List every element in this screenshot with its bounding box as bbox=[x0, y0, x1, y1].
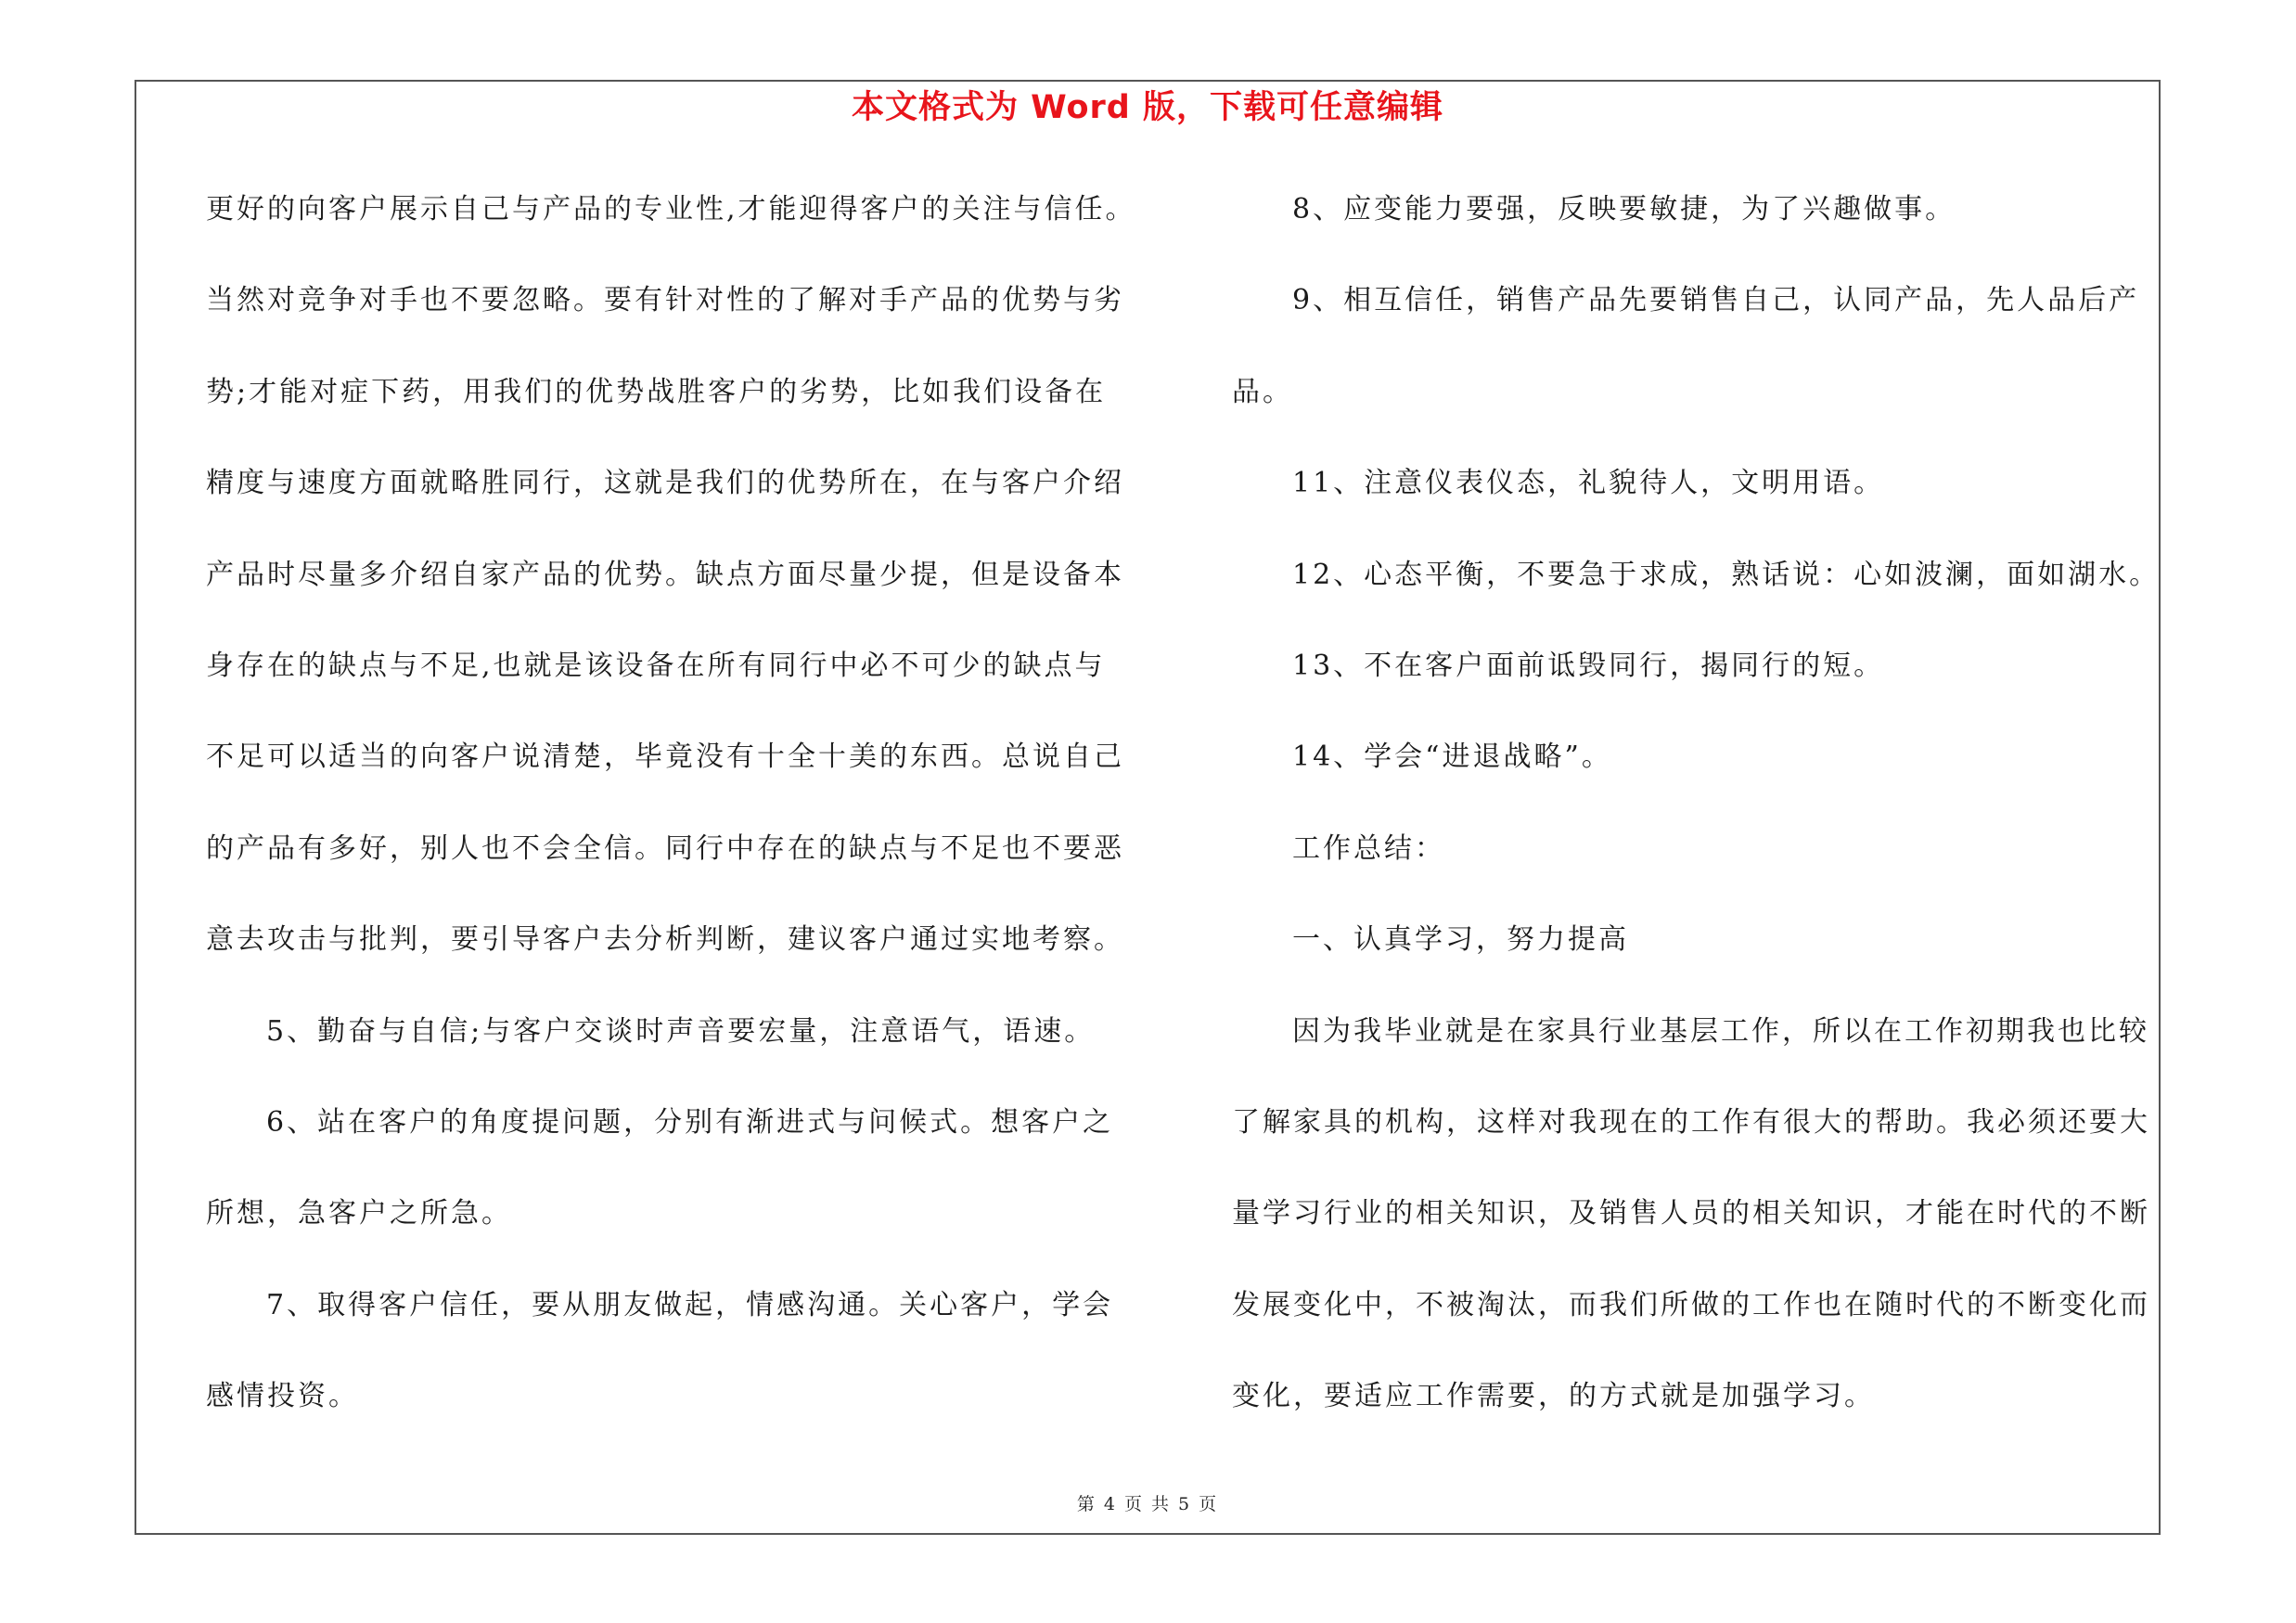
text-line: 意去攻击与批判，要引导客户去分析判断，建议客户通过实地考察。 bbox=[206, 923, 1124, 957]
text-line: 11、注意仪表仪态，礼貌待人，文明用语。 bbox=[1292, 467, 1885, 500]
text-line: 精度与速度方面就略胜同行，这就是我们的优势所在，在与客户介绍 bbox=[206, 467, 1124, 500]
text-line: 所想，急客户之所急。 bbox=[206, 1197, 512, 1230]
text-line: 当然对竞争对手也不要忽略。要有针对性的了解对手产品的优势与劣 bbox=[206, 284, 1124, 317]
word-format-banner: 本文格式为 Word 版，下载可任意编辑 bbox=[851, 89, 1444, 126]
text-line: 势;才能对症下药，用我们的优势战胜客户的劣势，比如我们设备在 bbox=[206, 375, 1107, 408]
right-column bbox=[1232, 182, 2178, 1460]
text-line: 5、勤奋与自信;与客户交谈时声音要宏量，注意语气，语速。 bbox=[266, 1014, 1096, 1048]
text-line: 量学习行业的相关知识，及销售人员的相关知识，才能在时代的不断 bbox=[1232, 1197, 2150, 1230]
text-line: 12、心态平衡，不要急于求成，熟话说：心如波澜，面如湖水。 bbox=[1292, 558, 2161, 591]
text-line: 6、站在客户的角度提问题，分别有渐进式与问候式。想客户之 bbox=[266, 1105, 1114, 1139]
text-line: 14、学会“进退战略”。 bbox=[1292, 741, 1612, 774]
text-line: 发展变化中，不被淘汰，而我们所做的工作也在随时代的不断变化而 bbox=[1232, 1288, 2150, 1321]
text-line: 7、取得客户信任，要从朋友做起，情感沟通。关心客户，学会 bbox=[266, 1288, 1114, 1321]
left-column bbox=[206, 182, 1152, 1460]
text-line: 了解家具的机构，这样对我现在的工作有很大的帮助。我必须还要大 bbox=[1232, 1105, 2150, 1139]
text-line: 9、相互信任，销售产品先要销售自己，认同产品，先人品后产 bbox=[1292, 284, 2140, 317]
text-line: 因为我毕业就是在家具行业基层工作，所以在工作初期我也比较 bbox=[1292, 1014, 2149, 1048]
text-line: 变化，要适应工作需要，的方式就是加强学习。 bbox=[1232, 1380, 1875, 1413]
text-line: 不足可以适当的向客户说清楚，毕竟没有十全十美的东西。总说自己 bbox=[206, 741, 1124, 774]
page-number: 第 4 页 共 5 页 bbox=[1076, 1494, 1219, 1514]
text-line: 身存在的缺点与不足,也就是该设备在所有同行中必不可少的缺点与 bbox=[206, 649, 1106, 682]
text-line: 8、应变能力要强，反映要敏捷，为了兴趣做事。 bbox=[1292, 193, 1956, 225]
text-line: 13、不在客户面前诋毁同行，揭同行的短。 bbox=[1292, 649, 1885, 682]
text-line: 更好的向客户展示自己与产品的专业性,才能迎得客户的关注与信任。 bbox=[206, 193, 1136, 225]
section-heading: 一、认真学习，努力提高 bbox=[1292, 923, 1629, 957]
text-line: 产品时尽量多介绍自家产品的优势。缺点方面尽量少提，但是设备本 bbox=[206, 558, 1124, 591]
section-label: 工作总结： bbox=[1292, 831, 1445, 865]
text-line: 感情投资。 bbox=[206, 1380, 359, 1413]
text-line: 品。 bbox=[1232, 375, 1293, 408]
text-line: 的产品有多好，别人也不会全信。同行中存在的缺点与不足也不要恶 bbox=[206, 831, 1124, 865]
